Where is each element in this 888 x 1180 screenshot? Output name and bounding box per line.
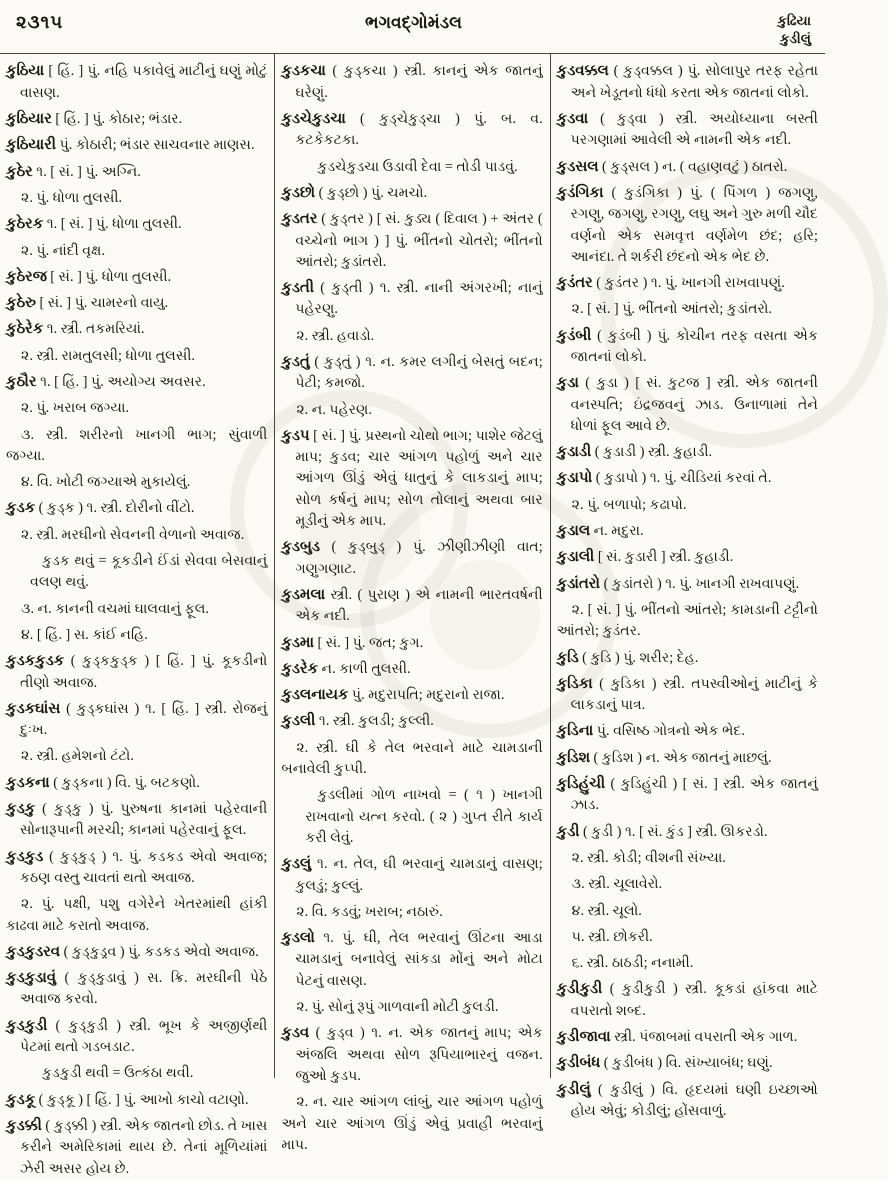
headword: કુડમા <box>281 634 314 651</box>
entry-text: ૫. સ્ત્રી. છોકરી. <box>571 928 653 945</box>
entry-text: ૨. [ સં. ] પું. ભીંતનો આંતરો; કામડાની ટટ્ટીનો આંતરો; કુડંતર. <box>556 601 818 640</box>
dictionary-entry <box>6 624 267 646</box>
dictionary-entry <box>557 847 818 869</box>
entry-text: ૨. ન. પહેરણ. <box>296 401 372 418</box>
dictionary-entry <box>557 1079 818 1123</box>
dictionary-entry <box>6 187 267 209</box>
entry-text: ( કુડંતર ) ૧. પું. ખાનગી રાખવાપણું. <box>592 275 785 292</box>
entry-text: ( કુડ્કચા ) સ્ત્રી. કાનનું એક જાતનું ઘરેણું. <box>295 63 543 101</box>
headword: કુડકના <box>6 774 50 791</box>
entry-text: ૩. સ્ત્રી. ચૂલાવેરો. <box>571 876 663 893</box>
headword: કુડિકા <box>556 675 593 692</box>
dictionary-entry <box>281 737 542 781</box>
dictionary-entry <box>557 494 818 516</box>
entry-text: કુડક થવું = કૂકડીને ઈંડાં સેવવા બેસવાનું વલણ થવું. <box>30 553 268 591</box>
dictionary-entry <box>557 325 818 369</box>
dictionary-entry <box>281 584 542 628</box>
headword: કુઠેરજ <box>6 268 47 285</box>
headword: કુડપ <box>281 427 310 444</box>
entry-text: ૨. પું. નાંદી વૃક્ષ. <box>21 242 105 259</box>
dictionary-entry <box>557 1052 818 1074</box>
entry-text: [ હિં. ] પું. નહિ પકાવેલું માટીનું ઘણું મોટું વાસણ. <box>20 63 268 101</box>
dictionary-entry <box>281 399 542 421</box>
headword: કુડાલ <box>556 523 591 540</box>
entry-text: ( કુડ્કૂ ) [ હિં. ] પું. આખો કાચો વટાણો. <box>35 1091 249 1108</box>
entry-text: સ્ત્રી. ( પુરાણ ) એ નામની ભારતવર્ષની એક નદી. <box>295 586 543 625</box>
headword: કુડસલ <box>556 158 599 175</box>
headword: કુડાંતરો <box>556 575 601 592</box>
dictionary-entry <box>281 632 542 654</box>
entry-text: ( કુડ્કુડી ) સ્ત્રી. ભૂખ કે અજીર્ણથી પેટમાં થતો ગડબડાટ. <box>20 1017 268 1056</box>
dictionary-entry <box>557 978 818 1022</box>
headword: કુડાપો <box>556 470 593 487</box>
entry-text: [ સં. ] પું. જત; કુગ. <box>313 634 424 651</box>
dictionary-entry <box>557 873 818 895</box>
dictionary-entry <box>6 1015 267 1059</box>
dictionary-entry <box>6 1062 267 1084</box>
dictionary-entry <box>6 772 267 794</box>
headword: કુડવા <box>556 111 589 128</box>
dictionary-body <box>0 53 825 1177</box>
page-header <box>0 0 825 50</box>
dictionary-entry <box>557 673 818 717</box>
entry-text: ૩. ન. કાનની વચમાં ઘાલવાનું ફૂલ. <box>21 600 209 617</box>
entry-text: ( કુડિ ) પું. શરીર; દેહ. <box>578 649 699 666</box>
headword: કુડતું <box>281 354 310 370</box>
headword: કુડિ <box>556 649 579 666</box>
entry-text: સ્ત્રી. પંજાબમાં વપરાતી એક ગાળ. <box>610 1029 798 1046</box>
headword: કુડલું <box>281 856 312 873</box>
headword: કુડાડી <box>556 444 592 461</box>
entry-text: ૨. પું. ખરાબ જગ્યા. <box>21 400 129 417</box>
guide-word-bottom: કુડીલું <box>779 31 811 47</box>
dictionary-entry <box>281 425 542 532</box>
dictionary-entry <box>557 182 818 268</box>
headword: કુડકુડાવું <box>6 970 56 987</box>
headword: કુડચેકુડચા <box>281 111 346 128</box>
headword: કુઠૌર <box>6 374 37 390</box>
dictionary-entry <box>6 318 267 340</box>
page-title: ભગવદ્ગોમંડલ <box>365 13 462 32</box>
dictionary-entry <box>281 1091 542 1156</box>
headword: કુડકુડ <box>6 848 44 865</box>
entry-text: ૨. પું. બળાપો; કઢાપો. <box>571 496 687 513</box>
headword: કુઠેરેક <box>6 321 44 338</box>
entry-text: ૨. સ્ત્રી. હવાડો. <box>296 327 375 344</box>
dictionary-column-2 <box>274 54 549 1153</box>
dictionary-entry <box>6 650 267 694</box>
dictionary-entry <box>557 647 818 669</box>
dictionary-entry <box>557 156 818 178</box>
dictionary-entry <box>6 471 267 493</box>
dictionary-entry <box>557 108 818 152</box>
dictionary-entry <box>557 298 818 320</box>
dictionary-entry <box>557 747 818 769</box>
dictionary-entry <box>557 599 818 643</box>
headword: કુડકુડરવ <box>6 943 61 960</box>
dictionary-entry <box>557 821 818 843</box>
entry-text: ( કુડીલું ) વિ. હૃદયમાં ઘણી ઇચ્છાઓ હોય એવું; કોડીલું; હોંસવાળું. <box>570 1081 818 1119</box>
entry-text: [ સં. કુડારી ] સ્ત્રી. કુહાડી. <box>594 549 734 566</box>
entry-text: ૧. [ સં. ] પું. અગ્નિ. <box>32 163 141 180</box>
entry-text: ( કુડ્તર ) [ સં. કુડ્ય ( દિવાલ ) + અંતર ( વચ્ચેનો ભાગ ) ] પું. ભીંતનો ચોતરો; ભીંતનો આંતરો; કુડાંતરો. <box>295 211 543 270</box>
headword: કુડંતર <box>556 275 593 292</box>
entry-text: ૨. સ્ત્રી. ઘી કે તેલ ભરવાને માટે ચામડાની બનાવેલી કુપ્પી. <box>281 739 543 778</box>
entry-text: ( કુડ્કુડ્ ) ૧. પું. કડકડ એવો અવાજ; કઠણ વસ્તુ ચાવતાં થતો અવાજ. <box>20 848 268 886</box>
dictionary-entry <box>6 397 267 419</box>
headword: કુડકચા <box>281 63 326 80</box>
headword: કુડા <box>556 375 579 392</box>
entry-text: ( કુડાપો ) ૧. પું. ચીડિયાં કરવાં તે. <box>592 470 772 487</box>
dictionary-entry <box>557 546 818 568</box>
entry-text: ( કુડ્કુડાવું ) સ. ક્રિ. મરઘીની પેઠે અવાજ કરવો. <box>20 970 268 1008</box>
headword: કુડક્કી <box>6 1117 42 1134</box>
entry-text: ( કુડ્કુડ્રવ ) પું. કડકડ એવો અવાજ. <box>60 943 259 960</box>
entry-text: ૧. ન. તેલ, ઘી ભરવાનું ચામડાનું વાસણ; કુલડું; કુલ્લું. <box>295 856 543 894</box>
headword: કુડિના <box>556 723 594 740</box>
entry-text: [ હિં. ] પું. કોઠાર; ભંડાર. <box>51 111 183 128</box>
entry-text: ( કુડ્કુ ) પું. પુરુષના કાનમાં પહેરવાની સોનારૂપાની મરચી; કાનમાં પહેરવાનું ફૂલ. <box>20 801 268 839</box>
entry-text: ૨. પું. સોનું રૂપું ગાળવાની મોટી કુલડી. <box>296 999 499 1016</box>
entry-text: ૪. [ હિં. ] સ. કાંઈ નહિ. <box>21 626 148 643</box>
headword: કુડી <box>556 823 580 840</box>
dictionary-entry <box>6 108 267 130</box>
dictionary-entry <box>281 208 542 273</box>
dictionary-entry <box>281 182 542 204</box>
entry-text: [ સં. ] પું. પ્રસ્થનો ચોથો ભાગ; પાશેર જેટલું માપ; કુડવ; ચાર આંગળ પહોળું અને ચાર આંગળ ઊંડું એવું ધાતુનું કે લાકડાનું માપ; સોળ કર્ષનું માપ; સોળ તોલાનું અથવા બાર મૂડીનું એક માપ. <box>295 427 543 530</box>
entry-text: ( કુડી ) ૧. [ સં. કુંડ ] સ્ત્રી. ઊકરડો. <box>579 823 768 840</box>
entry-text: ( કુડ્તું ) ૧. ન. કમર લગીનું બેસતું બદન; પેટી; કમજો. <box>295 354 543 392</box>
headword: કુડીજાવા <box>556 1029 611 1046</box>
dictionary-entry <box>6 497 267 519</box>
dictionary-entry <box>6 698 267 742</box>
headword: કુડલી <box>281 713 316 730</box>
dictionary-entry <box>281 901 542 923</box>
entry-text: ( કુડ્કકુડ્ક ) [ હિં. ] પું. કૂકડીનો તીણો અવાજ. <box>20 653 268 691</box>
entry-text: ૧. [ હિં. ] પું. અયોગ્ય અવસર. <box>36 374 206 390</box>
headword: કુડીકુડી <box>556 981 603 998</box>
entry-text: ( કુડીકુડી ) સ્ત્રી. કૂકડાં હાંકવા માટે વપરાતો શબ્દ. <box>570 981 818 1019</box>
dictionary-entry <box>281 277 542 321</box>
entry-text: પું. વસિષ્ઠ ગોત્રનો એક ભેદ. <box>593 723 745 740</box>
entry-text: ( કુડ્કના ) વિ. પું. બટકણો. <box>49 774 200 791</box>
headword: કુડંબી <box>556 327 592 344</box>
dictionary-entry <box>557 952 818 974</box>
entry-text: ( કુડ્તી ) ૧. સ્ત્રી. નાની અંગરખી; નાનું પહેરણુ. <box>295 280 543 318</box>
entry-text: ૨. સ્ત્રી. મરઘીનો સેવનની વેળાનો અવાજ. <box>21 526 245 543</box>
entry-text: ૪. સ્ત્રી. ચૂલો. <box>571 902 642 919</box>
dictionary-entry <box>281 1022 542 1087</box>
dictionary-column-1 <box>0 54 274 1177</box>
headword: કુડીલું <box>556 1081 591 1098</box>
dictionary-entry <box>281 536 542 580</box>
dictionary-entry <box>6 798 267 842</box>
headword: કુઠિયારી <box>6 137 57 154</box>
dictionary-entry <box>6 213 267 235</box>
entry-text: ૧. [ સં. ] પું. ધોળા તુલસી. <box>43 216 182 233</box>
dictionary-entry <box>6 424 267 468</box>
dictionary-entry <box>557 773 818 817</box>
dictionary-entry <box>6 292 267 314</box>
entry-text: કુડચેકુડચા ઉડાવી દેવા = તોડી પાડવું. <box>317 158 518 175</box>
entry-text: ( કુડ્છો ) પું. ચમચો. <box>315 184 428 201</box>
headword: કુડવક્કલ <box>556 63 609 80</box>
entry-text: ૨. સ્ત્રી. કોડી; વીશની સંખ્યા. <box>571 849 726 866</box>
entry-text: પું. મદુરાપતિ; મદુરાનો રાજા. <box>348 687 505 704</box>
entry-text: ૨. સ્ત્રી. હમેશનો ટંટો. <box>21 748 134 765</box>
entry-text: ૧. પું. ઘી, તેલ ભરવાનું ઊંટના આડા ચામડાનું બનાવેલું સાંકડા મોંનું અને મોટા પેટનું વાસણ. <box>295 930 543 989</box>
entry-text: ૬. સ્ત્રી. ઠાઠડી; નનામી. <box>571 955 694 972</box>
dictionary-entry <box>6 967 267 1011</box>
dictionary-entry <box>6 134 267 156</box>
dictionary-entry <box>6 1089 267 1111</box>
entry-text: ( કુડિશ ) ન. એક જાતનું માછલું. <box>589 749 772 766</box>
dictionary-entry <box>6 1115 267 1180</box>
dictionary-entry <box>281 710 542 732</box>
dictionary-entry <box>281 108 542 152</box>
entry-text: ( કુડ્ક ) ૧. સ્ત્રી. દોરીનો વીંટો. <box>35 500 195 517</box>
headword: કુડંગિકા <box>556 184 604 201</box>
guide-word-top: કુઢિયા <box>777 13 811 28</box>
dictionary-entry <box>557 900 818 922</box>
entry-text: ૪. વિ. ખોટી જગ્યાએ મુકાયેલું. <box>21 474 191 491</box>
entry-text: ( કુડીબંધ ) વિ. સંખ્યાબંધ; ઘણું. <box>600 1055 773 1072</box>
headword: કુડબુડ <box>281 539 320 556</box>
entry-text: ( કુડિકા ) સ્ત્રી. તપસ્વીઓનું માટીનું કે લાકડાનું પાત્ર. <box>570 675 818 714</box>
entry-text: [ સં. ] પું. ચામરનો વાયુ. <box>35 295 169 312</box>
headword: કુઠેરક <box>6 216 44 233</box>
headword: કુડતી <box>281 280 314 297</box>
headword: કુડકૂ <box>6 1091 36 1108</box>
dictionary-entry <box>557 467 818 489</box>
entry-text: ૨. સ્ત્રી. રામતુલસી; ધોળા તુલસી. <box>21 347 195 364</box>
dictionary-entry <box>557 372 818 437</box>
entry-text: ( કુડા ) [ સં. કુટજ ] સ્ત્રી. એક જાતની વનસ્પતિ; ઇંદ્રજવનું ઝાડ. ઉનાળામાં તેને ધોળાં ફૂલ આવે છે. <box>570 375 818 434</box>
dictionary-entry <box>557 573 818 595</box>
dictionary-entry <box>557 926 818 948</box>
entry-text: ( કુડ્કઘાંસ ) ૧. [ હિં. ] સ્ત્રી. રોજનું દુઃખ. <box>20 700 268 739</box>
dictionary-entry <box>281 853 542 897</box>
entry-text: ૨. ન. ચાર આંગળ લાંબું, ચાર આંગળ પહોળું અને ચાર આંગળ ઊંડું એવું પ્રવાહી ભરવાનું માપ. <box>281 1094 543 1153</box>
headword: કુડલો <box>281 930 315 947</box>
dictionary-entry <box>6 524 267 546</box>
entry-text: [ સં. ] પું. ધોળા તુલસી. <box>46 268 172 285</box>
entry-text: ( કુડ્વા ) સ્ત્રી. અયોધ્યાના બસ્તી પરગણામાં આવેલી એ નામની એક નદી. <box>570 111 818 149</box>
headword: કુડમલા <box>281 586 326 603</box>
headword: કુડીબંધ <box>556 1055 601 1072</box>
headword: કુડતર <box>281 211 318 228</box>
dictionary-entry <box>281 927 542 992</box>
entry-text: ૩. સ્ત્રી. શરીરનો ખાનગી ભાગ; સુંવાળી જગ્યા. <box>6 426 268 464</box>
dictionary-entry <box>281 996 542 1018</box>
headword: કુડાલી <box>556 549 595 566</box>
dictionary-entry <box>557 60 818 104</box>
dictionary-column-3 <box>550 54 825 1119</box>
headword: કુઠિયાર <box>6 111 52 128</box>
entry-text: ( કુડ્ક્કી ) સ્ત્રી. એક જાતનો છોડ. તે ખાસ કરીને અમેરિકામાં થાય છે. તેનાં મૂળિયાંમાં ઝેરી અસર હોય છે. <box>20 1117 268 1177</box>
entry-text: ૨. પું. પક્ષી, પશુ વગેરેને ખેતરમાંથી હાંકી કાઢવા માટે કરાતો અવાજ. <box>6 896 268 934</box>
page-number: ૨૩૧૫ <box>16 12 64 32</box>
entry-text: ૨. વિ. કડવું; ખરાબ; નઠારું. <box>296 903 443 920</box>
dictionary-entry <box>557 272 818 294</box>
dictionary-entry <box>6 266 267 288</box>
headword: કુઠેરુ <box>6 295 36 312</box>
headword: કુડકકુડક <box>6 653 65 670</box>
dictionary-entry <box>6 893 267 937</box>
headword: કુડકુડી <box>6 1017 48 1034</box>
headword: કુઠિયા <box>6 63 45 80</box>
dictionary-entry <box>281 684 542 706</box>
entry-text: ( કુડ્ચેકુડ્ચા ) પું. બ. વ. કટકેકટકા. <box>295 111 543 149</box>
entry-text: કુડલીમાં ગોળ નાખવો = ( ૧ ) ખાનગી રાખવાનો યત્ન કરવો. ( ૨ ) ગુપ્ત રીતે કાર્ય કરી લેવું. <box>305 787 543 846</box>
dictionary-entry <box>281 658 542 680</box>
headword: કુડલનાયક <box>281 687 349 704</box>
entry-text: ( કુડિહુંચી ) [ સં. ] સ્ત્રી. એક જાતનું ઝાડ. <box>570 776 818 814</box>
dictionary-entry <box>6 240 267 262</box>
entry-text: ૨. [ સં. ] પું. ભીંતનો આંતરો; કુડાંતરો. <box>571 301 772 318</box>
dictionary-entry <box>281 351 542 395</box>
entry-text: ( કુડંબી ) પું. કોચીન તરફ વસતા એક જાતનાં લોકો. <box>570 327 818 365</box>
dictionary-entry <box>557 1026 818 1048</box>
dictionary-entry <box>557 720 818 742</box>
dictionary-entry <box>281 156 542 178</box>
entry-text: પું. કોઠારી; ભંડાર સાચવનાર માણસ. <box>56 137 255 154</box>
entry-text: ૨. પું. ધોળા તુલસી. <box>21 189 123 206</box>
dictionary-entry <box>6 846 267 890</box>
entry-text: ( કુડાડી ) સ્ત્રી. કુહાડી. <box>591 444 713 461</box>
headword: કુડકુ <box>6 801 36 818</box>
headword: કુડરેક <box>281 660 318 677</box>
dictionary-entry <box>6 941 267 963</box>
headword: કુડિશ <box>556 749 590 766</box>
entry-text: ( કુડ્સલ ) ન. ( વહાણવટું ) ઠાતરો. <box>598 158 788 175</box>
dictionary-entry <box>557 520 818 542</box>
dictionary-entry <box>6 371 267 393</box>
dictionary-entry <box>6 550 267 594</box>
headword: કુઠેર <box>6 163 33 180</box>
entry-text: ૧. સ્ત્રી. તકમરિયાં. <box>43 321 145 338</box>
entry-text: ૧. સ્ત્રી. કુલડી; કુલ્લી. <box>315 713 434 730</box>
dictionary-entry <box>281 784 542 849</box>
entry-text: ( કુડ્બુડ્ ) પું. ઝીણીઝીણી વાત; ગણુગણાટ. <box>295 539 543 577</box>
headword: કુડકઘાંસ <box>6 700 61 717</box>
entry-text: ( કુડ્વક્કલ ) પું. સોલાપુર તરફ રહેતા અને ખેડૂતનો ધંધો કરતા એક જાતનાં લોકો. <box>570 63 818 101</box>
headword: કુડવ <box>281 1025 310 1042</box>
entry-text: ( કુડાંતરો ) ૧. પું. ખાનગી રાખવાપણું. <box>600 575 800 592</box>
dictionary-entry <box>6 345 267 367</box>
headword: કુડછો <box>281 184 316 201</box>
entry-text: ન. કાળી તુલસી. <box>318 660 411 677</box>
entry-text: ( કુડંગિકા ) પું. ( પિંગળ ) જગણુ, રગણુ, જગણુ, રગણુ, લઘુ અને ગુરુ મળી ચૌદ વર્ણનો એક સમવૃત્ત વર્ણમેળ છંદ; હરિ; આનંદા. તે શર્કરી છંદનો એક ભેદ છે. <box>570 184 818 265</box>
entry-text: કુડકુડી થવી = ઉત્કંઠા થવી. <box>42 1065 194 1082</box>
dictionary-entry <box>6 161 267 183</box>
dictionary-entry <box>281 325 542 347</box>
headword: કુડક <box>6 500 36 517</box>
dictionary-entry <box>557 441 818 463</box>
entry-text: ( કુડ્વ ) ૧. ન. એક જાતનું માપ; એક અંજલિ અથવા સોળ રૂપિયાભારનું વજન. જુઓ કુડપ. <box>295 1025 543 1084</box>
headword: કુડિહુંચી <box>556 776 606 793</box>
dictionary-entry <box>6 60 267 104</box>
dictionary-entry <box>281 60 542 104</box>
dictionary-entry <box>6 598 267 620</box>
dictionary-entry <box>6 745 267 767</box>
guide-words <box>691 12 811 48</box>
entry-text: ન. મદુરા. <box>590 523 644 540</box>
